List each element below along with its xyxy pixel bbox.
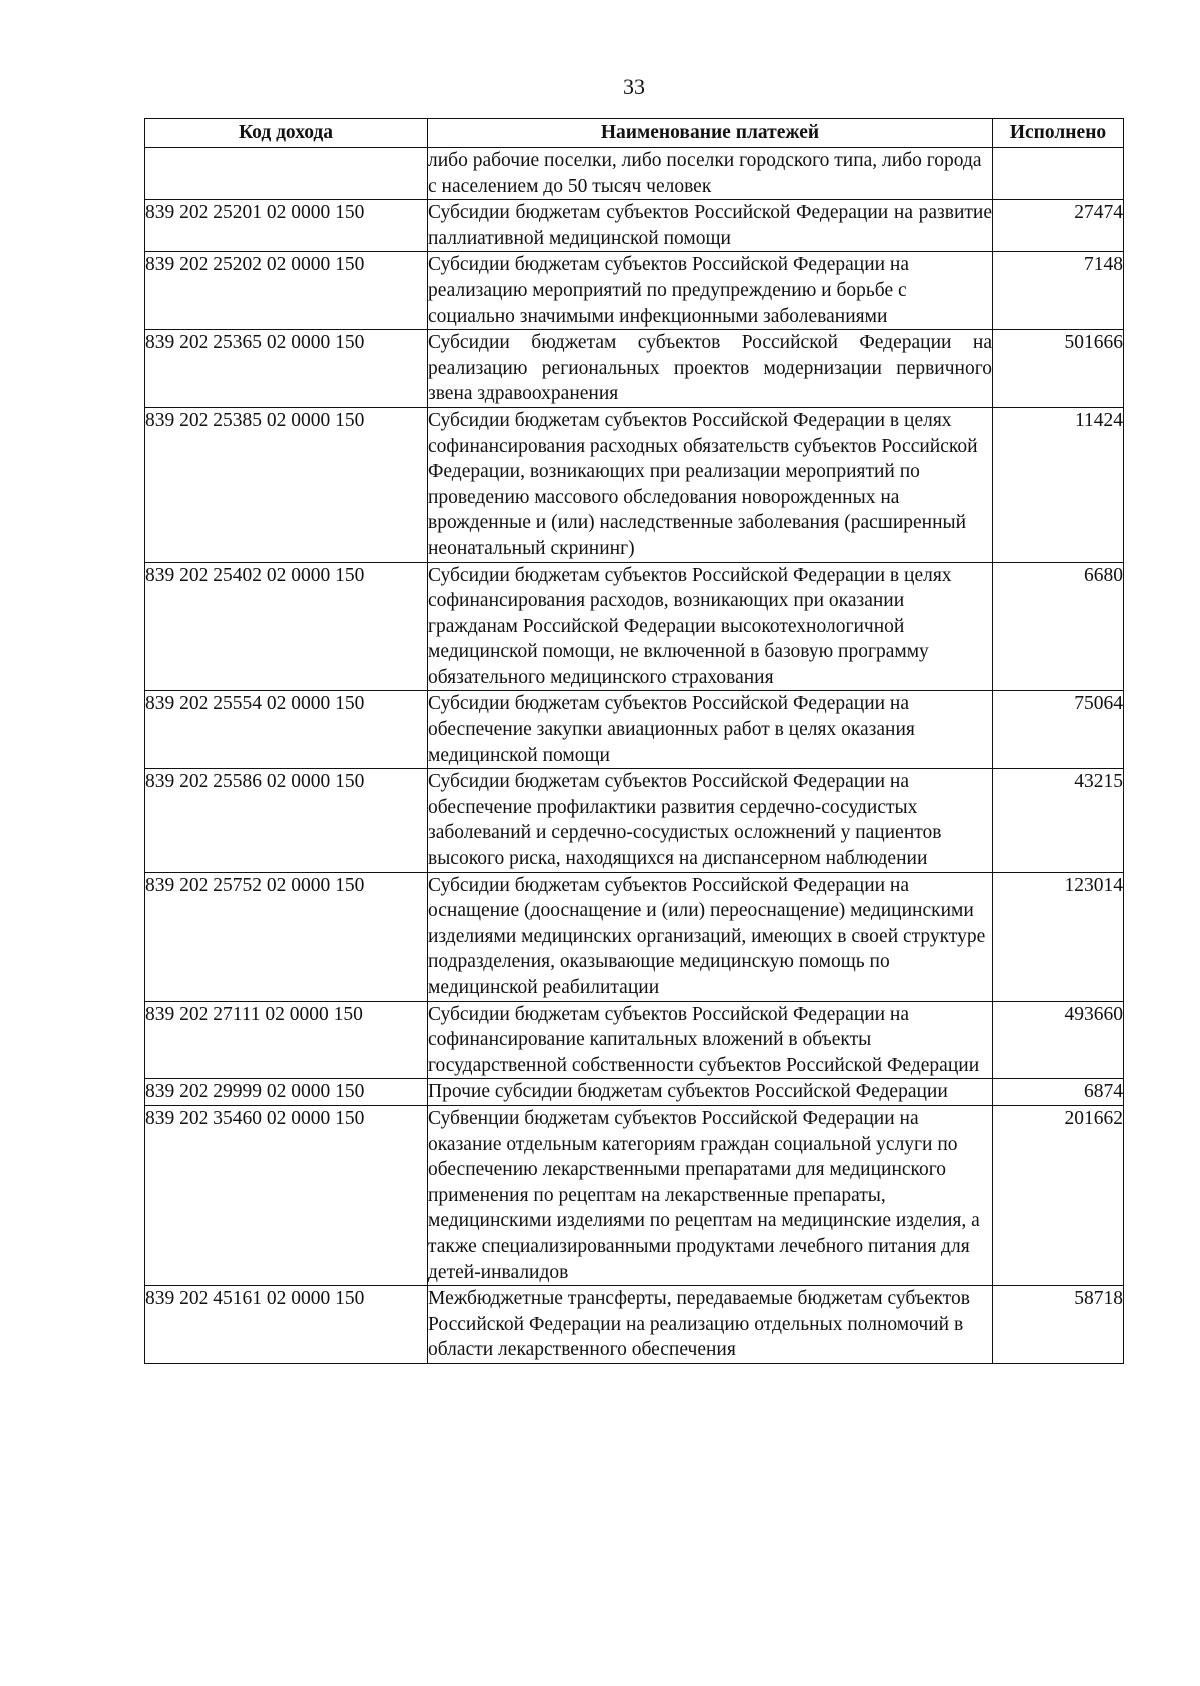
table-row: [145, 407, 1124, 562]
income-code: 839 202 25752 02 0000 150: [145, 872, 428, 1001]
header-name: Наименование платежей: [428, 119, 993, 148]
income-code: 839 202 25202 02 0000 150: [145, 252, 428, 330]
table-row: [145, 1001, 1124, 1079]
income-code: 839 202 25402 02 0000 150: [145, 562, 428, 691]
amount-executed: [993, 148, 1124, 200]
table-row: [145, 1105, 1124, 1285]
amount-executed: 7148: [993, 252, 1124, 330]
header-code: Код дохода: [145, 119, 428, 148]
payment-name: либо рабочие поселки, либо поселки городского типа, либо города с населением до 50 тысяч человек: [428, 148, 993, 200]
table-row: [145, 1079, 1124, 1106]
income-code: [145, 148, 428, 200]
payment-name: Субсидии бюджетам субъектов Российской Федерации на оснащение (дооснащение и (или) переоснащение) медицинскими изделиями медицинских организаций, имеющих в своей структуре подразделения, оказывающие медицинскую помощь по медицинской реабилитации: [428, 872, 993, 1001]
amount-executed: 58718: [993, 1286, 1124, 1364]
income-code: 839 202 25385 02 0000 150: [145, 407, 428, 562]
payment-name: Субсидии бюджетам субъектов Российской Федерации на софинансирование капитальных вложений в объекты государственной собственности субъектов Российской Федерации: [428, 1001, 993, 1079]
table-row: [145, 330, 1124, 408]
header-amount: Исполнено: [993, 119, 1124, 148]
payment-name: Субвенции бюджетам субъектов Российской Федерации на оказание отдельным категориям граждан социальной услуги по обеспечению лекарственными препаратами для медицинского применения по рецептам на лекарственные препараты, медицинскими изделиями по рецептам на медицинские изделия, а также специализированными продуктами лечебного питания для детей-инвалидов: [428, 1105, 993, 1285]
payment-name: Субсидии бюджетам субъектов Российской Федерации в целях софинансирования расходных обязательств субъектов Российской Федерации, возникающих при реализации мероприятий по проведению массового обследования новорожденных на врожденные и (или) наследственные заболевания (расширенный неонатальный скрининг): [428, 407, 993, 562]
table-row: [145, 872, 1124, 1001]
amount-executed: 6874: [993, 1079, 1124, 1106]
amount-executed: 201662: [993, 1105, 1124, 1285]
amount-executed: 43215: [993, 769, 1124, 872]
table-row: [145, 769, 1124, 872]
payment-name: Субсидии бюджетам субъектов Российской Федерации на развитие паллиативной медицинской помощи: [428, 200, 993, 252]
table-row: [145, 200, 1124, 252]
income-code: 839 202 35460 02 0000 150: [145, 1105, 428, 1285]
amount-executed: 501666: [993, 330, 1124, 408]
income-code: 839 202 29999 02 0000 150: [145, 1079, 428, 1106]
table-row: [145, 562, 1124, 691]
payment-name: Субсидии бюджетам субъектов Российской Федерации на реализацию региональных проектов модернизации первичного звена здравоохранения: [428, 330, 993, 408]
payment-name: Межбюджетные трансферты, передаваемые бюджетам субъектов Российской Федерации на реализацию отдельных полномочий в области лекарственного обеспечения: [428, 1286, 993, 1364]
table-header-row: [145, 119, 1124, 148]
payment-name: Прочие субсидии бюджетам субъектов Российской Федерации: [428, 1079, 993, 1106]
table-row: [145, 252, 1124, 330]
income-code: 839 202 25201 02 0000 150: [145, 200, 428, 252]
income-code: 839 202 25586 02 0000 150: [145, 769, 428, 872]
amount-executed: 27474: [993, 200, 1124, 252]
table-row: [145, 691, 1124, 769]
revenue-table: [144, 118, 1124, 1364]
page-number: 33: [623, 74, 645, 99]
amount-executed: 493660: [993, 1001, 1124, 1079]
amount-executed: 11424: [993, 407, 1124, 562]
payment-name: Субсидии бюджетам субъектов Российской Федерации в целях софинансирования расходов, возникающих при оказании гражданам Российской Федерации высокотехнологичной медицинской помощи, не включенной в базовую программу обязательного медицинского страхования: [428, 562, 993, 691]
table-row: [145, 1286, 1124, 1364]
payment-name: Субсидии бюджетам субъектов Российской Федерации на реализацию мероприятий по предупреждению и борьбе с социально значимыми инфекционными заболеваниями: [428, 252, 993, 330]
income-code: 839 202 25554 02 0000 150: [145, 691, 428, 769]
income-code: 839 202 27111 02 0000 150: [145, 1001, 428, 1079]
payment-name: Субсидии бюджетам субъектов Российской Федерации на обеспечение профилактики развития сердечно-сосудистых заболеваний и сердечно-сосудистых осложнений у пациентов высокого риска, находящихся на диспансерном наблюдении: [428, 769, 993, 872]
amount-executed: 75064: [993, 691, 1124, 769]
table-row: [145, 148, 1124, 200]
income-code: 839 202 25365 02 0000 150: [145, 330, 428, 408]
payment-name: Субсидии бюджетам субъектов Российской Федерации на обеспечение закупки авиационных работ в целях оказания медицинской помощи: [428, 691, 993, 769]
income-code: 839 202 45161 02 0000 150: [145, 1286, 428, 1364]
amount-executed: 6680: [993, 562, 1124, 691]
amount-executed: 123014: [993, 872, 1124, 1001]
